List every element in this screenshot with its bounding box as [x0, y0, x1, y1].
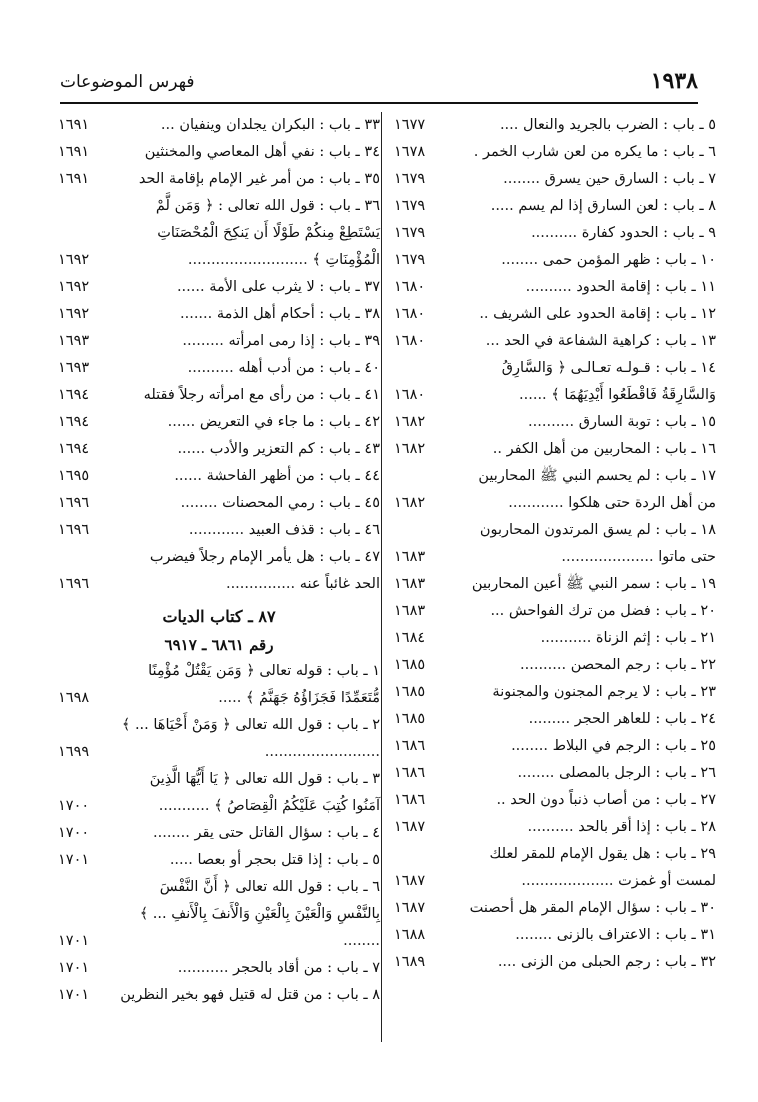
toc-entry-leader: ...... — [167, 414, 196, 430]
toc-entry-leader: ......................... — [264, 744, 380, 760]
toc-entry-title: ٨ ـ باب : لعن السارق إذا لم يسم — [518, 198, 716, 214]
toc-entry-leader: ........... — [158, 798, 210, 814]
toc-entry-title: ٣٨ ـ باب : أحكام أهل الذمة — [216, 306, 380, 322]
toc-entry — [394, 112, 716, 139]
toc-entry-page: ١٦٩١ — [58, 117, 90, 133]
toc-entry-page: ١٦٨٧ — [394, 900, 426, 916]
toc-entry-title: ١٦ ـ باب : المحاربين من أهل الكفر — [506, 441, 716, 457]
toc-entry-page: ١٦٩١ — [58, 171, 90, 187]
toc-entry-title: ٣٢ ـ باب : رجم الحبلى من الزنى — [520, 954, 716, 970]
toc-entry-title: ٧ ـ باب : السارق حين يسرق — [544, 171, 716, 187]
toc-entry — [394, 463, 716, 517]
toc-entry-title: ٢٠ ـ باب : فضل من ترك الفواحش — [508, 603, 716, 619]
toc-entry-page: ١٦٩٢ — [58, 279, 90, 295]
toc-entry — [58, 355, 380, 382]
toc-entry — [394, 274, 716, 301]
toc-entry-title: ٢٨ ـ باب : إذا أقر بالحد — [578, 819, 716, 835]
toc-entry — [394, 328, 716, 355]
toc-entry-page: ١٦٨٠ — [394, 387, 426, 403]
toc-entry — [394, 706, 716, 733]
toc-entry-page: ١٦٩٤ — [58, 441, 90, 457]
toc-entry — [394, 598, 716, 625]
toc-entry-leader: .. — [479, 306, 489, 322]
page-header — [60, 62, 698, 104]
toc-entry-title: ٣٧ ـ باب : لا يثرب على الأمة — [209, 279, 380, 295]
toc-entry-title: ٤١ ـ باب : من رأى مع امرأته رجلاً فقتله — [143, 387, 380, 403]
toc-entry — [394, 949, 716, 976]
toc-entry-title: ٢٣ ـ باب : لا يرجم المجنون والمجنونة — [492, 684, 716, 700]
toc-entry-leader: ..... — [218, 690, 242, 706]
toc-entry-leader: ........... — [177, 960, 229, 976]
toc-entry-title: ١٥ ـ باب : توبة السارق — [578, 414, 716, 430]
toc-entry-title: ١٩ ـ باب : سمر النبي ﷺ أعين المحاربين — [471, 576, 716, 592]
toc-entry — [58, 166, 380, 193]
toc-entry-page: ١٧٠٠ — [58, 798, 90, 814]
toc-entry-leader: ... — [485, 333, 500, 349]
toc-entry-page: ١٦٩٨ — [58, 690, 90, 706]
toc-entry — [394, 247, 716, 274]
toc-entry-leader: ........ — [343, 933, 380, 949]
toc-entry-leader: .......... — [527, 819, 574, 835]
toc-entry-title: ٢ ـ باب : قول الله تعالى ﴿ وَمَنْ أَحْيَاهَا ... ﴾ — [121, 717, 380, 733]
toc-entry-title: ٣٦ ـ باب : قول الله تعالى : ﴿ وَمَن لَّمْ يَسْتَطِعْ مِنكُمْ طَوْلًا أَن يَنكِحَ الْمُحْصَنَاتِ الْمُؤْمِنَاتِ ﴾ — [155, 198, 380, 268]
toc-entry-title: ٣٥ ـ باب : من أمر غير الإمام بإقامة الحد — [138, 171, 380, 187]
toc-entry-title: ٢٤ ـ باب : للعاهر الحجر — [574, 711, 716, 727]
toc-entry — [58, 193, 380, 274]
toc-entry-leader: ...... — [519, 387, 547, 403]
toc-entry-page: ١٦٨٩ — [394, 954, 426, 970]
toc-entry — [394, 517, 716, 571]
toc-entry-page: ١٦٨٥ — [394, 711, 426, 727]
toc-entry-page: ١٧٠١ — [58, 933, 90, 949]
toc-entry-leader: ..... — [169, 852, 193, 868]
toc-entry — [394, 301, 716, 328]
toc-entry-page: ١٦٨٦ — [394, 792, 426, 808]
toc-entry — [394, 436, 716, 463]
toc-entry-leader: ........ — [180, 495, 218, 511]
chapter-title: ٨٧ ـ كتاب الديات — [162, 607, 276, 626]
toc-entry-page: ١٧٠١ — [58, 987, 90, 1003]
toc-entry — [58, 820, 380, 847]
toc-entry — [58, 712, 380, 766]
toc-entry-title: ١٨ ـ باب : لم يسق المرتدون المحاربون حتى ماتوا — [479, 522, 716, 565]
toc-entry-page: ١٦٨٢ — [394, 414, 426, 430]
toc-entry-page: ١٦٨٧ — [394, 819, 426, 835]
toc-entry-page: ١٦٨٢ — [394, 495, 426, 511]
toc-entry — [58, 658, 380, 712]
toc-entry — [58, 517, 380, 544]
toc-entry-leader: .......... — [531, 225, 578, 241]
toc-entry — [58, 544, 380, 598]
toc-entry — [58, 766, 380, 820]
toc-entry-page: ١٦٩٤ — [58, 414, 90, 430]
toc-entry-title: ٣٩ ـ باب : إذا رمى امرأته — [228, 333, 380, 349]
toc-entry-page: ١٦٨٤ — [394, 630, 426, 646]
toc-entry — [394, 922, 716, 949]
toc-entry-page: ١٧٠٠ — [58, 825, 90, 841]
toc-entry-title: ٢٥ ـ باب : الرجم في البلاط — [552, 738, 716, 754]
toc-entry-page: ١٦٩٣ — [58, 333, 90, 349]
toc-entry-title: ٥ ـ باب : الضرب بالجريد والنعال — [522, 117, 716, 133]
left-column-lower — [58, 658, 380, 1009]
toc-entry-leader: .......... — [187, 360, 234, 376]
toc-entry-leader: ........ — [515, 927, 553, 943]
toc-entry-page: ١٦٧٧ — [394, 117, 426, 133]
toc-entry — [394, 814, 716, 841]
toc-entry-page: ١٦٨٧ — [394, 873, 426, 889]
toc-entry-page: ١٦٩٩ — [58, 744, 90, 760]
toc-entry-title: ٢٧ ـ باب : من أصاب ذنباً دون الحد — [510, 792, 716, 808]
toc-entry-page: ١٦٩٣ — [58, 360, 90, 376]
toc-entry — [394, 220, 716, 247]
toc-entry-title: ١٢ ـ باب : إقامة الحدود على الشريف — [493, 306, 716, 322]
toc-entry-page: ١٧٠١ — [58, 852, 90, 868]
toc-entry-page: ١٦٨٨ — [394, 927, 426, 943]
toc-entry-page: ١٦٩٢ — [58, 306, 90, 322]
toc-entry-leader: ............... — [225, 576, 296, 592]
toc-entry-title: ٢٢ ـ باب : رجم المحصن — [570, 657, 716, 673]
toc-entry-page: ١٦٩٢ — [58, 252, 90, 268]
toc-entry — [394, 760, 716, 787]
toc-entry-title: ٤٦ ـ باب : قذف العبيد — [248, 522, 380, 538]
toc-entry-page: ١٧٠١ — [58, 960, 90, 976]
toc-entry-page: ١٦٩١ — [58, 144, 90, 160]
toc-entry-leader: ..... — [490, 198, 514, 214]
toc-entry — [58, 463, 380, 490]
toc-entry-title: ٤ ـ باب : سؤال القاتل حتى يقر — [194, 825, 380, 841]
left-column-upper — [58, 112, 380, 598]
toc-entry-title: ٢٦ ـ باب : الرجل بالمصلى — [559, 765, 716, 781]
toc-entry-title: ٦ ـ باب : ما يكره من لعن شارب الخمر — [482, 144, 716, 160]
toc-entry-title: ١ ـ باب : قوله تعالى ﴿ وَمَن يَقْتُلْ مُؤْمِنًا مُّتَعَمِّدًا فَجَزَاؤُهُ جَهَنَّمُ ﴾ — [148, 663, 380, 706]
toc-entry-title: ٤٧ ـ باب : هل يأمر الإمام رجلاً فيضرب الحد غائباً عنه — [149, 549, 380, 592]
toc-entry-title: ١٤ ـ باب : قـولـه تعـالـى ﴿ وَالسَّارِقُ وَالسَّارِقَةُ فَاقْطَعُوا أَيْدِيَهُمَا ﴾ — [501, 360, 716, 403]
toc-entry-page: ١٦٨٣ — [394, 576, 426, 592]
toc-entry-page: ١٦٨٥ — [394, 684, 426, 700]
left-column — [58, 112, 380, 1042]
toc-entry — [58, 274, 380, 301]
toc-entry — [58, 436, 380, 463]
toc-entry-page: ١٦٨٠ — [394, 333, 426, 349]
toc-entry-title: ٧ ـ باب : من أقاد بالحجر — [233, 960, 380, 976]
toc-entry-title: ٣٠ ـ باب : سؤال الإمام المقر هل أحصنت — [469, 900, 716, 916]
toc-entry-page: ١٦٨٥ — [394, 657, 426, 673]
toc-entry-leader: ......... — [528, 711, 571, 727]
page-number: ١٩٣٨ — [650, 68, 698, 94]
header-title: فهرس الموضوعات — [60, 72, 195, 92]
toc-entry-page: ١٦٨٦ — [394, 738, 426, 754]
toc-entry-title: ٤٢ ـ باب : ما جاء في التعريض — [199, 414, 380, 430]
toc-entry-leader: .. — [496, 792, 506, 808]
toc-entry-title: ٩ ـ باب : الحدود كفارة — [581, 225, 716, 241]
toc-entry — [58, 139, 380, 166]
toc-entry-page: ١٦٨٣ — [394, 549, 426, 565]
toc-entry — [394, 895, 716, 922]
toc-entry — [394, 193, 716, 220]
toc-entry — [394, 787, 716, 814]
toc-entry — [394, 679, 716, 706]
toc-entry-leader: ...... — [177, 441, 206, 457]
toc-entry — [394, 355, 716, 409]
toc-entry-page: ١٦٨٣ — [394, 603, 426, 619]
toc-entry — [58, 409, 380, 436]
toc-entry — [58, 490, 380, 517]
toc-entry-title: ١٣ ـ باب : كراهية الشفاعة في الحد — [504, 333, 716, 349]
toc-entry-leader: .... — [497, 954, 517, 970]
toc-entry-page: ١٦٧٩ — [394, 225, 426, 241]
toc-entry — [394, 652, 716, 679]
toc-entry — [394, 625, 716, 652]
toc-entry-leader: ........ — [153, 825, 190, 841]
toc-entry — [394, 139, 716, 166]
right-column — [394, 112, 716, 1042]
toc-entry — [394, 409, 716, 436]
toc-entry-leader: ........ — [501, 252, 539, 268]
toc-entry-leader: ........... — [540, 630, 592, 646]
toc-entry — [58, 328, 380, 355]
toc-entry-page: ١٦٧٩ — [394, 198, 426, 214]
toc-entry-title: ٣ ـ باب : قول الله تعالى ﴿ يَا أَيُّهَا الَّذِينَ آمَنُوا كُتِبَ عَلَيْكُمُ الْقِصَاصُ ﴾ — [149, 771, 380, 814]
toc-entry-page: ١٦٩٦ — [58, 576, 90, 592]
toc-entry-title: ٣٤ ـ باب : نفي أهل المعاصي والمخنثين — [144, 144, 380, 160]
toc-entry-title: ٨ ـ باب : من قتل له قتيل فهو بخير النظرين — [120, 987, 380, 1003]
toc-entry-page: ١٦٩٦ — [58, 522, 90, 538]
toc-entry-leader: . — [473, 144, 479, 160]
toc-entry-title: ٣٣ ـ باب : البكران يجلدان وينفيان — [179, 117, 380, 133]
toc-entry-title: ٤٤ ـ باب : من أظهر الفاحشة — [206, 468, 380, 484]
toc-entry-page: ١٦٧٩ — [394, 171, 426, 187]
toc-entry-leader: .......................... — [187, 252, 308, 268]
toc-entry — [394, 166, 716, 193]
toc-entry-leader: ....... — [180, 306, 213, 322]
toc-entry-leader: .......... — [528, 414, 575, 430]
toc-entry-leader: ........ — [517, 765, 555, 781]
toc-entry-leader: ... — [490, 603, 505, 619]
toc-entry-leader: ............ — [508, 495, 564, 511]
toc-entry — [58, 301, 380, 328]
toc-entry — [394, 733, 716, 760]
toc-entry-page: ١٦٩٤ — [58, 387, 90, 403]
toc-entry-page: ١٦٨٢ — [394, 441, 426, 457]
toc-entry-leader: .......... — [525, 279, 572, 295]
toc-entry-title: ٤٥ ـ باب : رمي المحصنات — [222, 495, 380, 511]
toc-entry-title: ٦ ـ باب : قول الله تعالى ﴿ أَنَّ النَّفْسَ بِالنَّفْسِ وَالْعَيْنَ بِالْعَيْنِ وَالْأَنفَ بِالْأَنفِ ... ﴾ — [139, 879, 380, 922]
toc-entry-title: ٤٠ ـ باب : من أدب أهله — [238, 360, 380, 376]
column-divider — [381, 112, 382, 1042]
toc-entry — [394, 841, 716, 895]
toc-entry-leader: ......... — [182, 333, 224, 349]
toc-entry-page: ١٦٩٥ — [58, 468, 90, 484]
toc-entry — [58, 382, 380, 409]
toc-entry-leader: .... — [499, 117, 519, 133]
toc-entry-leader: .......... — [520, 657, 567, 673]
toc-entry-title: ٤٣ ـ باب : كم التعزير والأدب — [209, 441, 380, 457]
chapter-range: رقم ٦٨٦١ ـ ٦٩١٧ — [164, 636, 274, 654]
toc-entry-page: ١٦٧٩ — [394, 252, 426, 268]
toc-entry-title: ١٠ ـ باب : ظهر المؤمن حمى — [542, 252, 716, 268]
toc-entry-leader: ........ — [503, 171, 541, 187]
toc-entry-leader: .................... — [521, 873, 614, 889]
toc-entry-page: ١٦٨٦ — [394, 765, 426, 781]
toc-entry-leader: ...... — [174, 468, 202, 484]
toc-entry-title: ٥ ـ باب : إذا قتل بحجر أو بعصا — [197, 852, 380, 868]
toc-entry-leader: .. — [492, 441, 502, 457]
toc-entry-title: ١٧ ـ باب : لم يحسم النبي ﷺ المحاربين من أهل الردة حتى هلكوا — [478, 468, 716, 511]
toc-entry-title: ٢٩ ـ باب : هل يقول الإمام للمقر لعلك لمست أو غمزت — [489, 846, 716, 889]
toc-entry-leader: ...... — [176, 279, 205, 295]
toc-entry-title: ١١ ـ باب : إقامة الحدود — [576, 279, 716, 295]
toc-entry — [58, 982, 380, 1009]
toc-entry — [58, 847, 380, 874]
toc-entry-leader: ... — [160, 117, 175, 133]
toc-entry-leader: ............ — [188, 522, 245, 538]
toc-entry — [58, 112, 380, 139]
toc-entry-page: ١٦٩٦ — [58, 495, 90, 511]
toc-entry — [58, 874, 380, 955]
toc-entry-leader: .................... — [561, 549, 654, 565]
toc-entry-page: ١٦٧٨ — [394, 144, 426, 160]
toc-entry-page: ١٦٨٠ — [394, 306, 426, 322]
toc-entry — [394, 571, 716, 598]
toc-entry-title: ٣١ ـ باب : الاعتراف بالزنى — [556, 927, 716, 943]
toc-entry-title: ٢١ ـ باب : إثم الزناة — [595, 630, 716, 646]
toc-entry-page: ١٦٨٠ — [394, 279, 426, 295]
toc-entry-leader: ........ — [511, 738, 548, 754]
toc-entry — [58, 955, 380, 982]
